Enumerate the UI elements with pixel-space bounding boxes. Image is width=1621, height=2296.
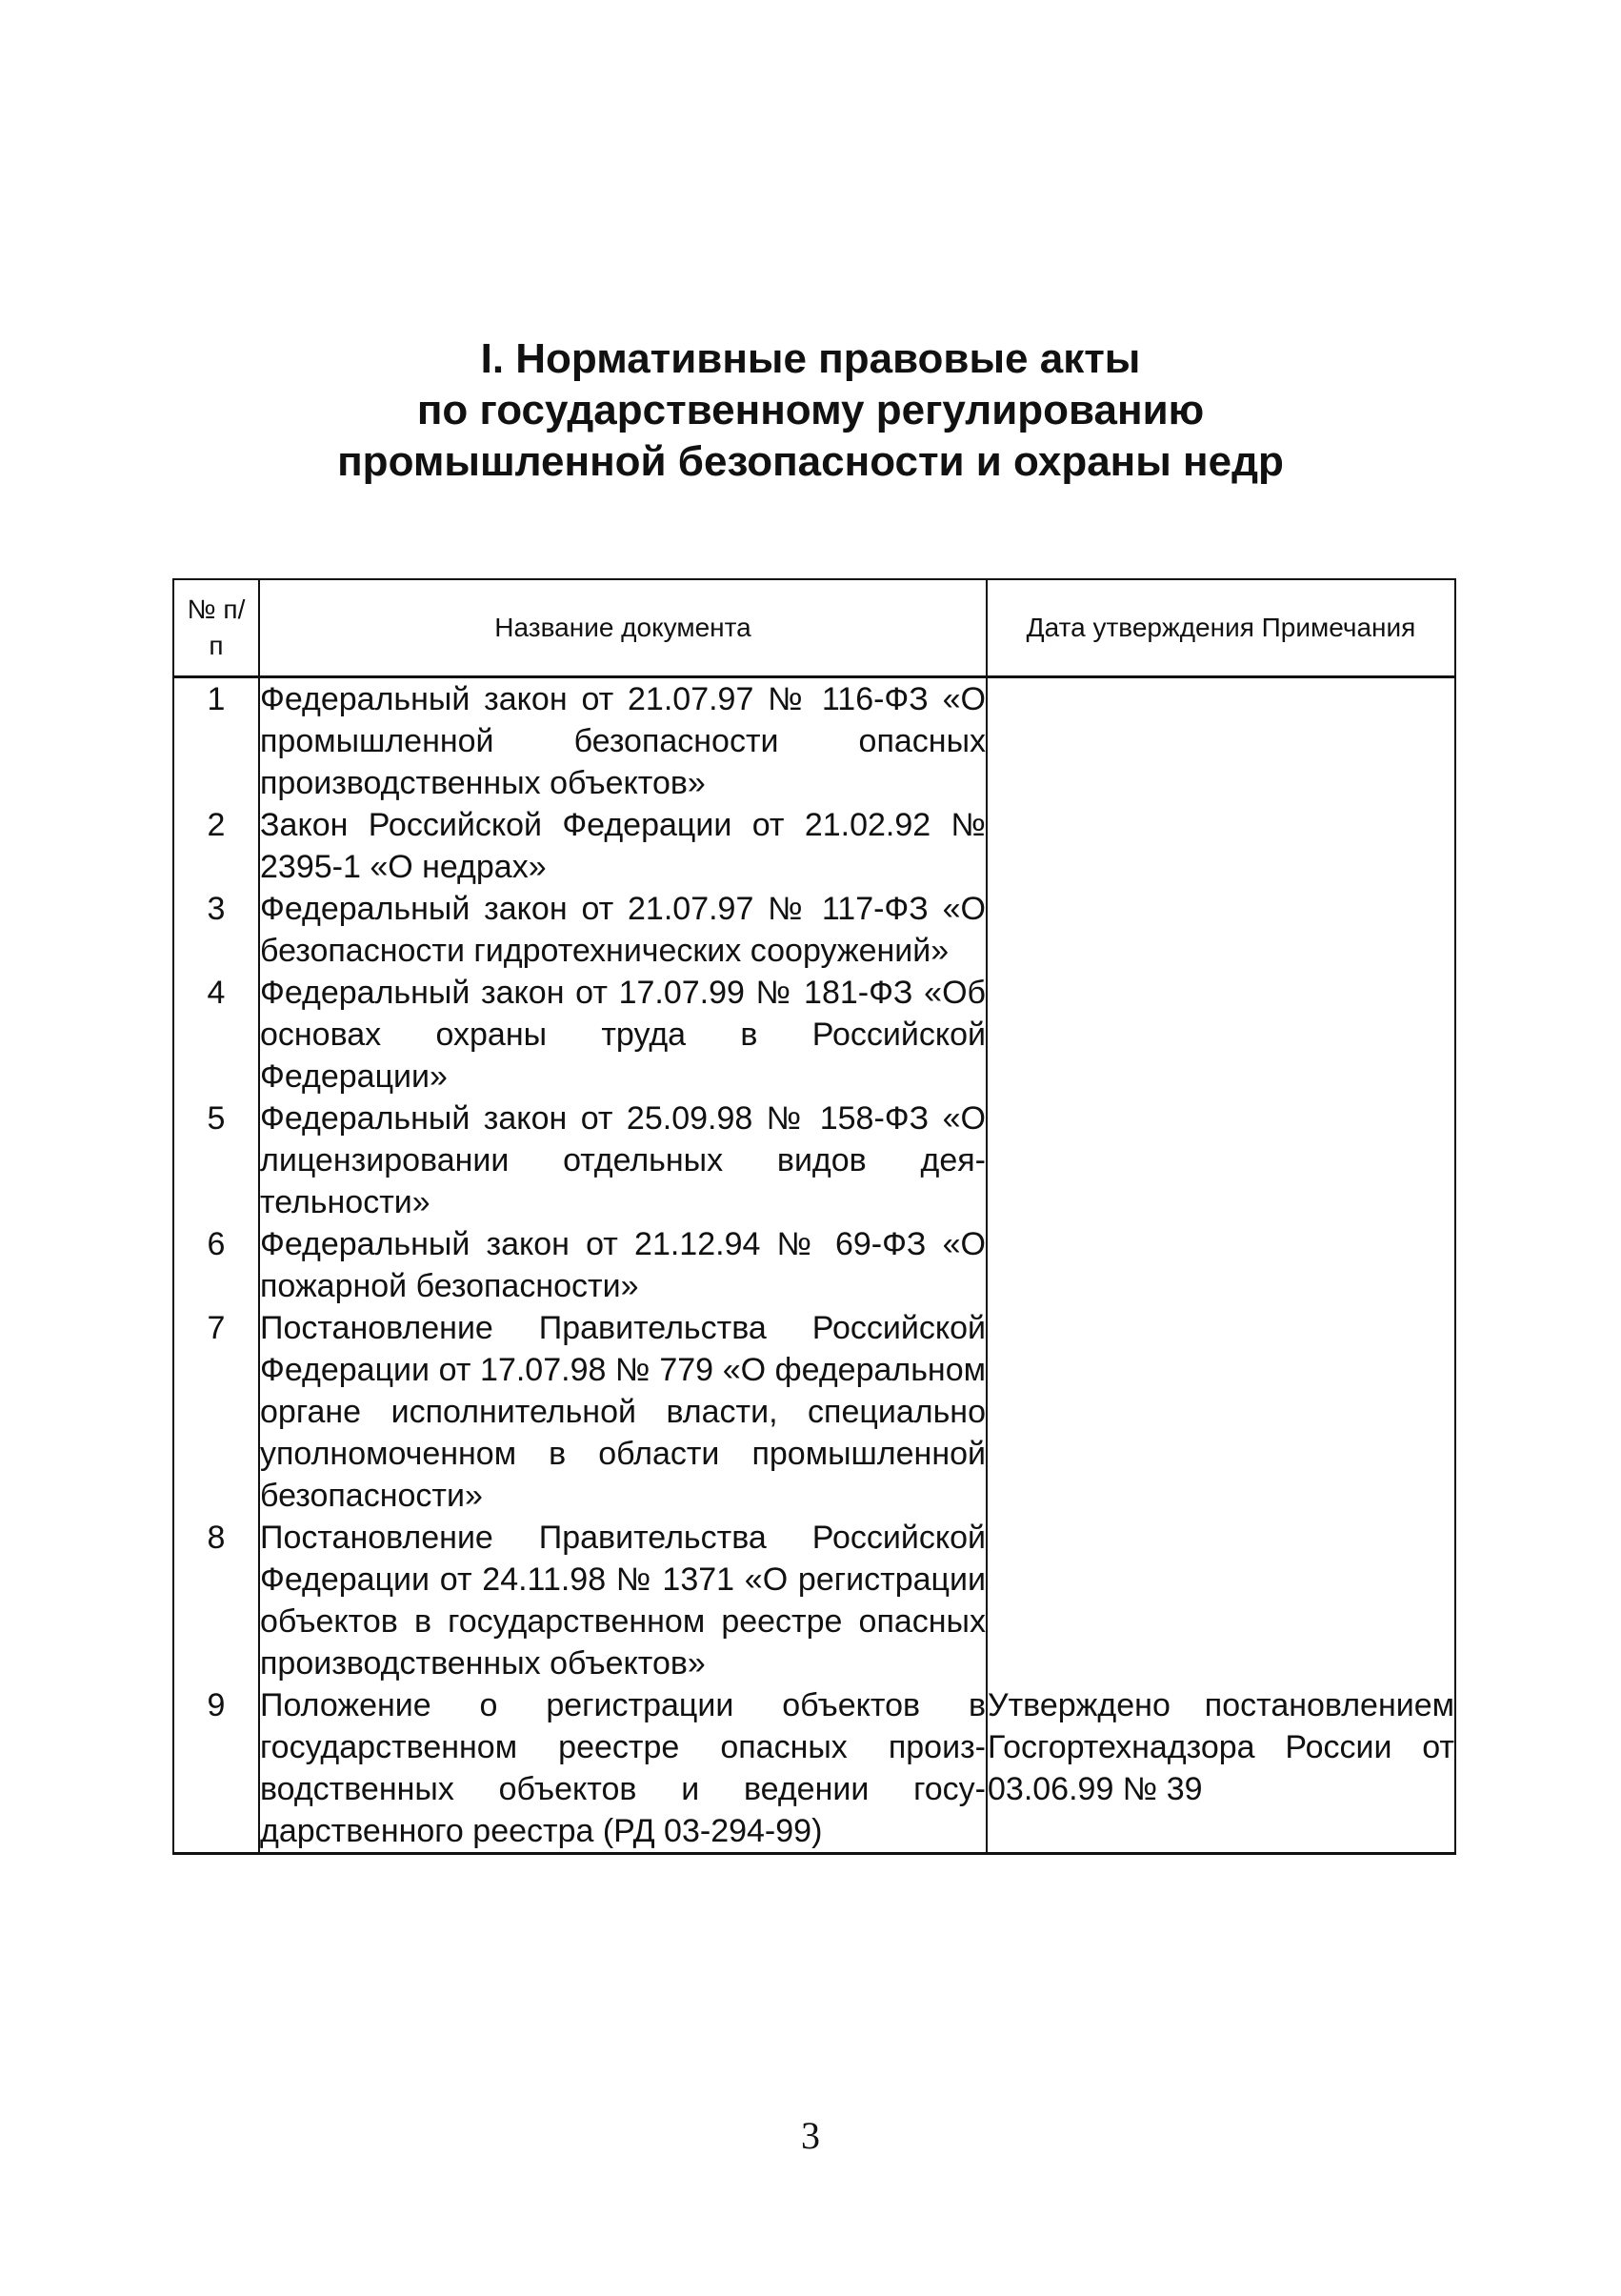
row-doc-name: Федеральный закон от 21.07.97 № 117-ФЗ «О безопасности гидротехнических сооружений» [259,888,987,972]
row-num: 5 [173,1098,259,1223]
row-note: Утверждено постановлением Госгортехнадзора России от 03.06.99 № 39 [987,1684,1455,1854]
row-doc-name: Федеральный закон от 21.12.94 № 69-ФЗ «О пожарной безопасности» [259,1223,987,1307]
row-note [987,1517,1455,1684]
row-doc-name: Закон Российской Федерации от 21.02.92 № 2395-1 «О недрах» [259,804,987,888]
row-num: 9 [173,1684,259,1854]
row-note [987,1307,1455,1517]
row-num: 4 [173,972,259,1098]
title-line-3: промышленной безопасности и охраны недр [337,438,1284,485]
row-num: 7 [173,1307,259,1517]
row-note [987,804,1455,888]
row-note [987,1223,1455,1307]
table-row [173,1684,1455,1854]
row-num: 1 [173,677,259,805]
table-header-row [173,579,1455,677]
row-num: 2 [173,804,259,888]
row-num: 8 [173,1517,259,1684]
documents-table [172,578,1456,1855]
header-note: Дата утверждения Примечания [987,579,1455,677]
table-row [173,1098,1455,1223]
row-doc-name: Постановление Правительства Российской Федерации от 17.07.98 № 779 «О федеральном органе исполнительной власти, специально уполномоченном в области промышленной безопасности» [259,1307,987,1517]
table-row [173,1223,1455,1307]
title-line-1: I. Нормативные правовые акты [480,335,1141,382]
table-row [173,804,1455,888]
row-num: 6 [173,1223,259,1307]
row-note [987,1098,1455,1223]
row-doc-name: Федеральный закон от 17.07.99 № 181-ФЗ «Об основах охраны труда в Российской Федерации» [259,972,987,1098]
row-note [987,972,1455,1098]
page-number: 3 [801,2114,820,2157]
table-row [173,1517,1455,1684]
header-num: № п/п [173,579,259,677]
title-line-2: по государственному регулированию [416,387,1205,433]
section-title [0,333,1621,488]
row-doc-name: Федеральный закон от 25.09.98 № 158-ФЗ «О лицензировании отдельных видов деятельности» [259,1098,987,1223]
table-row [173,1307,1455,1517]
row-num: 3 [173,888,259,972]
row-doc-name: Федеральный закон от 21.07.97 № 116-ФЗ «О промышленной безопасности опасных производственных объектов» [259,677,987,805]
row-note [987,888,1455,972]
table-row [173,972,1455,1098]
row-doc-name: Постановление Правительства Российской Федерации от 24.11.98 № 1371 «О регистрации объектов в государственном реестре опасных производственных объектов» [259,1517,987,1684]
table-row [173,677,1455,805]
row-note [987,677,1455,805]
table-row [173,888,1455,972]
row-doc-name: Положение о регистрации объектов в государственном реестре опасных производственных объектов и ведении государственного реестра (РД 03-294-99) [259,1684,987,1854]
header-name: Название документа [259,579,987,677]
